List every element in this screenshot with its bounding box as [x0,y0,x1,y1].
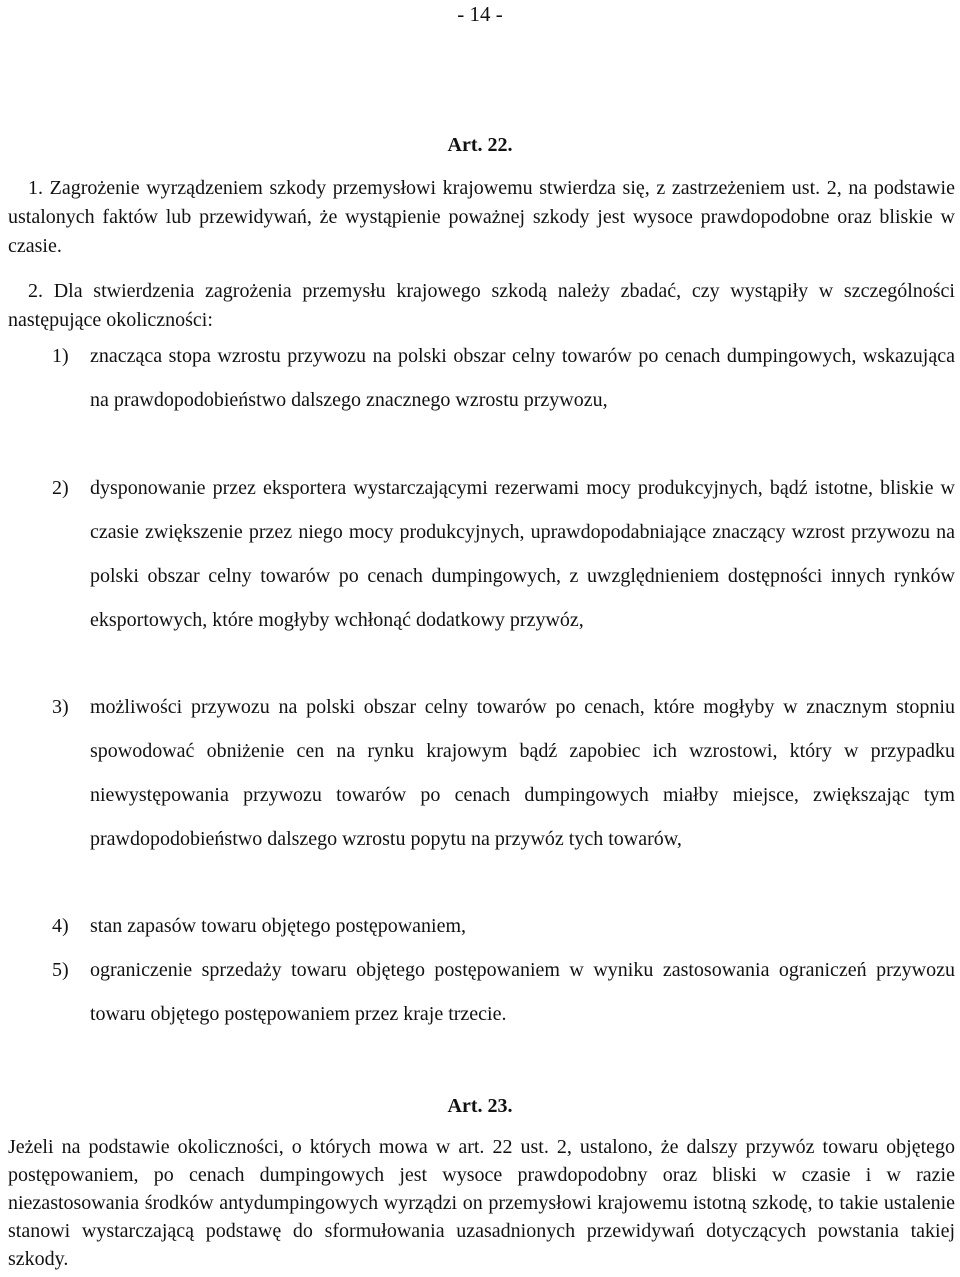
article-22-heading: Art. 22. [447,134,513,156]
list-item-3 [52,685,955,861]
article-22-paragraph-2: 2. Dla stwierdzenia zagrożenia przemysłu krajowego szkodą należy zbadać, czy wystąpiły w szczególności następujące okoliczności: [8,280,955,331]
list-item-text: znacząca stopa wzrostu przywozu na polski obszar celny towarów po cenach dumpingowych, wskazująca na prawdopodobieństwo dalszego znacznego wzrostu przywozu, [90,345,955,411]
article-23-heading: Art. 23. [447,1095,513,1117]
page-number: - 14 - [457,2,503,26]
list-item-number: 4) [52,915,69,937]
list-item-1 [52,334,955,422]
list-item-2 [52,466,955,642]
list-item-number: 5) [52,959,69,981]
list-item-text: dysponowanie przez eksportera wystarczającymi rezerwami mocy produkcyjnych, bądź istotne, bliskie w czasie zwiększenie przez niego mocy produkcyjnych, uprawdopodabniające znaczący wzrost przywozu na polski obszar celny towarów po cenach dumpingowych, z uwzględnieniem dostępności innych rynków eksportowych, które mogłyby wchłonąć dodatkowy przywóz, [90,477,955,631]
list-item-5 [52,948,955,1036]
list-item-number: 3) [52,696,69,718]
list-item-text: możliwości przywozu na polski obszar celny towarów po cenach, które mogłyby w znacznym stopniu spowodować obniżenie cen na rynku krajowym bądź zapobiec ich wzrostowi, który w przypadku niewystępowania przywozu towarów po cenach dumpingowych miałby miejsce, zwiększając tym prawdopodobieństwo dalszego wzrostu popytu na przywóz tych towarów, [90,696,955,850]
article-22-paragraph-1: 1. Zagrożenie wyrządzeniem szkody przemysłowi krajowemu stwierdza się, z zastrzeżeniem ust. 2, na podstawie ustalonych faktów lub przewidywań, że wystąpienie poważnej szkody jest wysoce prawdopodobne oraz bliskie w czasie. [8,177,955,257]
list-item-text: ograniczenie sprzedaży towaru objętego postępowaniem w wyniku zastosowania ograniczeń przywozu towaru objętego postępowaniem przez kraje trzecie. [90,959,955,1025]
list-item-number: 2) [52,477,69,499]
list-item-text: stan zapasów towaru objętego postępowaniem, [90,915,467,937]
article-23-paragraph: Jeżeli na podstawie okoliczności, o których mowa w art. 22 ust. 2, ustalono, że dalszy przywóz towaru objętego postępowaniem, po cenach dumpingowych jest wysoce prawdopodobny oraz bliski w czasie i w razie niezastosowania środków antydumpingowych wyrządzi on przemysłowi krajowemu istotną szkodę, to takie ustalenie stanowi wystarczającą podstawę do sformułowania uzasadnionych przewidywań dotyczących powstania takiej szkody. [8,1136,955,1270]
list-item-4 [52,904,955,948]
list-item-number: 1) [52,345,69,367]
